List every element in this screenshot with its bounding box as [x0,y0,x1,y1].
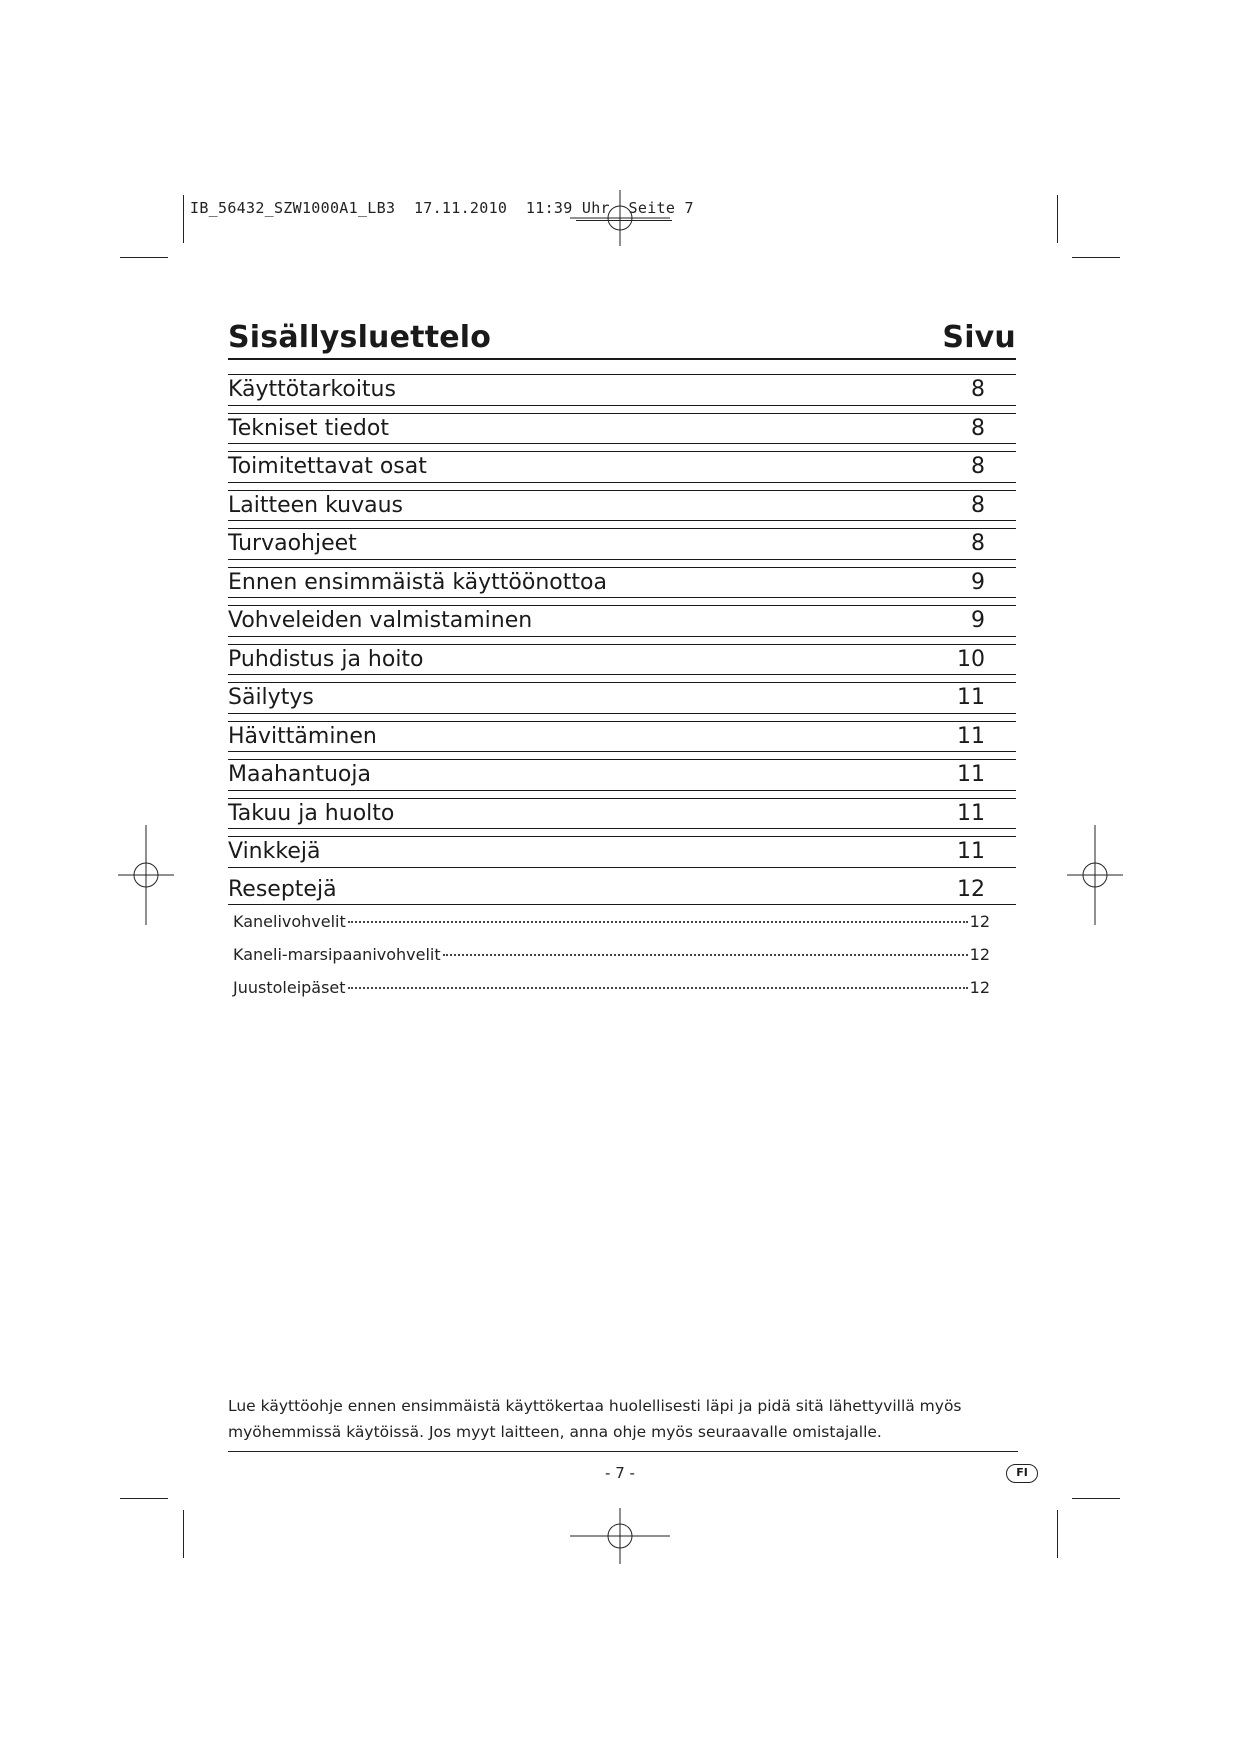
toc-entry[interactable] [228,374,1016,406]
toc-entry-label: Ennen ensimmäistä käyttöönottoa [228,569,607,595]
toc-entry-page: 9 [971,608,985,634]
crop-mark [183,1510,184,1558]
toc-entry-label: Puhdistus ja hoito [228,646,424,672]
toc-sub-entry-page: 12 [969,945,990,964]
toc-entry-label: Vinkkejä [228,839,321,865]
toc-entry-page: 11 [957,800,985,826]
toc-sub-entry[interactable] [233,978,990,1011]
toc-entry[interactable] [228,875,1016,906]
toc-entry-page: 10 [957,646,985,672]
toc-entry-page: 8 [971,454,985,480]
registration-mark-right [1067,825,1123,925]
toc-entry-page: 8 [971,377,985,403]
toc-entry-page: 9 [971,569,985,595]
crop-mark [1072,257,1120,258]
leader-dots [443,954,968,956]
crop-mark [1057,195,1058,243]
toc-entry-page: 8 [971,492,985,518]
leader-dots [348,987,968,989]
toc-entry-label: Takuu ja huolto [228,800,395,826]
crop-mark [1057,1510,1058,1558]
toc-entry-page: 11 [957,762,985,788]
leader-dots [348,921,968,923]
toc-entry-page: 8 [971,531,985,557]
toc-sub-entry-page: 12 [969,978,990,997]
crop-mark [120,1498,168,1499]
table-of-contents [228,310,1016,1011]
toc-entry[interactable] [228,682,1016,714]
toc-entry-page: 11 [957,723,985,749]
toc-entry[interactable] [228,605,1016,637]
registration-mark-bottom [570,1508,670,1564]
toc-entries [228,374,1016,905]
toc-entry-page: 8 [971,415,985,441]
toc-title: Sisällysluettelo [228,320,492,355]
registration-mark-left [118,825,174,925]
toc-entry[interactable] [228,528,1016,560]
crop-mark [183,195,184,243]
toc-entry-label: Toimitettavat osat [228,454,427,480]
toc-entry-label: Reseptejä [228,876,337,902]
toc-sub-entry-label: Juustoleipäset [233,978,346,997]
toc-entry[interactable] [228,836,1016,868]
toc-entry[interactable] [228,451,1016,483]
toc-entry-label: Vohveleiden valmistaminen [228,608,533,634]
toc-sub-entry[interactable] [233,912,990,945]
toc-entry[interactable] [228,413,1016,445]
toc-sub-entry-label: Kanelivohvelit [233,912,346,931]
toc-entry-page: 12 [957,876,985,902]
stamp-underline [576,220,672,221]
toc-entry-label: Tekniset tiedot [228,415,389,441]
toc-sub-entries [228,912,990,1011]
toc-entry-label: Laitteen kuvaus [228,492,404,518]
toc-sub-entry-label: Kaneli-marsipaanivohvelit [233,945,441,964]
toc-page-heading: Sivu [942,320,1016,355]
toc-sub-entry-page: 12 [969,912,990,931]
crop-mark [1072,1498,1120,1499]
toc-entry[interactable] [228,644,1016,676]
crop-mark [120,257,168,258]
toc-entry-label: Turvaohjeet [228,531,357,557]
toc-entry-label: Käyttötarkoitus [228,377,396,403]
toc-sub-entry[interactable] [233,945,990,978]
toc-entry-page: 11 [957,839,985,865]
toc-entry[interactable] [228,721,1016,753]
toc-entry-label: Säilytys [228,685,314,711]
footer-note: Lue käyttöohje ennen ensimmäistä käyttökertaa huolellisesti läpi ja pidä sitä lähettyvillä myös myöhemmissä käytöissä. Jos myyt laitteen, anna ohje myös seuraavalle omistajalle. [228,1397,962,1441]
toc-entry-label: Hävittäminen [228,723,377,749]
toc-entry[interactable] [228,759,1016,791]
language-badge: FI [1006,1464,1038,1483]
toc-entry[interactable] [228,567,1016,599]
footer-rule [228,1451,1018,1452]
toc-entry-label: Maahantuoja [228,762,371,788]
toc-entry[interactable] [228,798,1016,830]
toc-entry-page: 11 [957,685,985,711]
toc-entry[interactable] [228,490,1016,522]
print-stamp: IB_56432_SZW1000A1_LB3 17.11.2010 11:39 Uhr Seite 7 [190,199,694,217]
page-number: - 7 - [605,1464,635,1482]
toc-header [228,310,1016,360]
